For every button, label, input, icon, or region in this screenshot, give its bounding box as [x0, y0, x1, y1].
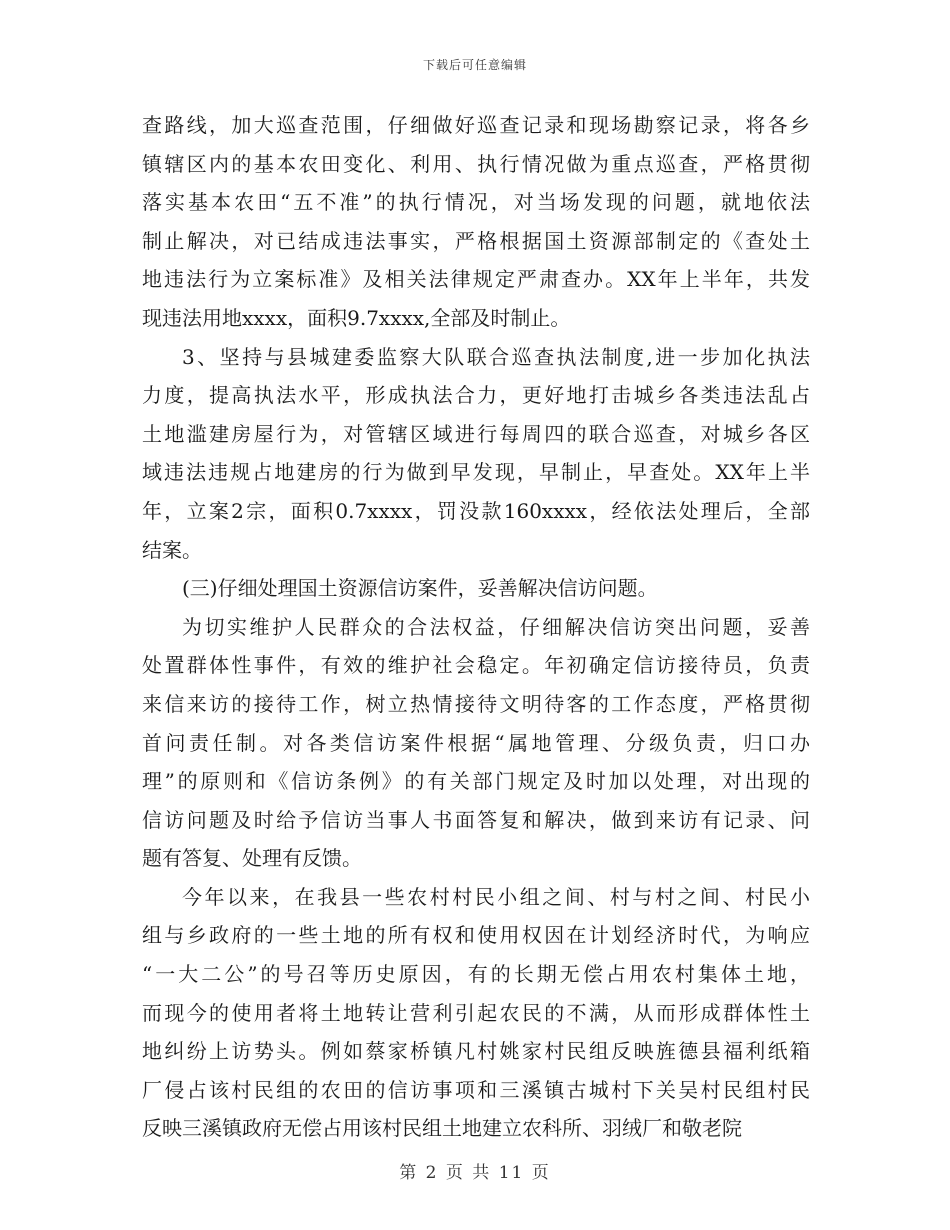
paragraph: [142, 608, 810, 878]
page-header: 下载后可任意编辑: [422, 58, 527, 72]
text-line: 土地滥建房屋行为，对管辖区域进行每周四的联合巡查，对城乡各区: [142, 421, 810, 446]
text-line: “一大二公”的号召等历史原因，有的长期无偿占用农村集体土地，: [142, 962, 810, 987]
text-line: 来信来访的接待工作，树立热情接待文明待客的工作态度，严格贯彻: [142, 691, 810, 716]
text-line: 结案。: [142, 537, 202, 562]
text-line: 理”的原则和《信访条例》的有关部门规定及时加以处理，对出现的: [142, 769, 810, 794]
text-line: 镇辖区内的基本农田变化、利用、执行情况做为重点巡查，严格贯彻: [142, 151, 810, 176]
text-line: 地违法行为立案标准》及相关法律规定严肃查办。XX年上半年，共发: [142, 267, 810, 292]
text-line: 制止解决，对已结成违法事实，严格根据国土资源部制定的《查处土: [142, 228, 810, 253]
text-line: 厂侵占该村民组的农田的信访事项和三溪镇古城村下关吴村民组村民: [142, 1077, 810, 1102]
page-footer: 第 2 页 共 11 页: [399, 1163, 551, 1183]
text-line: 今年以来，在我县一些农村村民小组之间、村与村之间、村民小: [182, 884, 810, 909]
paragraph: [142, 569, 810, 608]
text-line: 为切实维护人民群众的合法权益，仔细解决信访突出问题，妥善: [182, 614, 810, 639]
text-line: 首问责任制。对各类信访案件根据“属地管理、分级负责，归口办: [142, 730, 810, 755]
text-line: 地纠纷上访势头。例如蔡家桥镇凡村姚家村民组反映旌德县福利纸箱: [142, 1039, 810, 1064]
text-line: 组与乡政府的一些土地的所有权和使用权因在计划经济时代，为响应: [142, 923, 810, 948]
text-line: 信访问题及时给予信访当事人书面答复和解决，做到来访有记录、问: [142, 807, 810, 832]
text-line: 查路线，加大巡查范围，仔细做好巡查记录和现场勘察记录，将各乡: [142, 113, 810, 137]
text-line: 处置群体性事件，有效的维护社会稳定。年初确定信访接待员，负责: [142, 653, 810, 678]
document-body: [142, 106, 810, 1148]
text-line: 题有答复、处理有反馈。: [142, 846, 362, 871]
text-line: 反映三溪镇政府无偿占用该村民组土地建立农科所、羽绒厂和敬老院: [142, 1116, 742, 1141]
text-line: 落实基本农田“五不准”的执行情况，对当场发现的问题，就地依法: [142, 190, 810, 215]
text-line: 力度，提高执法水平，形成执法合力，更好地打击城乡各类违法乱占: [142, 383, 810, 408]
text-line: 而现今的使用者将土地转让营利引起农民的不满，从而形成群体性土: [142, 1000, 810, 1025]
text-line: 年，立案2宗，面积0.7xxxx，罚没款160xxxx，经依法处理后，全部: [142, 498, 810, 523]
paragraph: [142, 106, 810, 338]
text-line: 3、坚持与县城建委监察大队联合巡查执法制度,进一步加化执法: [182, 344, 810, 369]
text-line: (三)仔细处理国土资源信访案件，妥善解决信访问题。: [182, 576, 658, 601]
paragraph: [142, 878, 810, 1148]
text-line: 现违法用地xxxx，面积9.7xxxx,全部及时制止。: [142, 305, 571, 330]
paragraph: [142, 338, 810, 570]
text-line: 域违法违规占地建房的行为做到早发现，早制止，早查处。XX年上半: [142, 460, 810, 485]
